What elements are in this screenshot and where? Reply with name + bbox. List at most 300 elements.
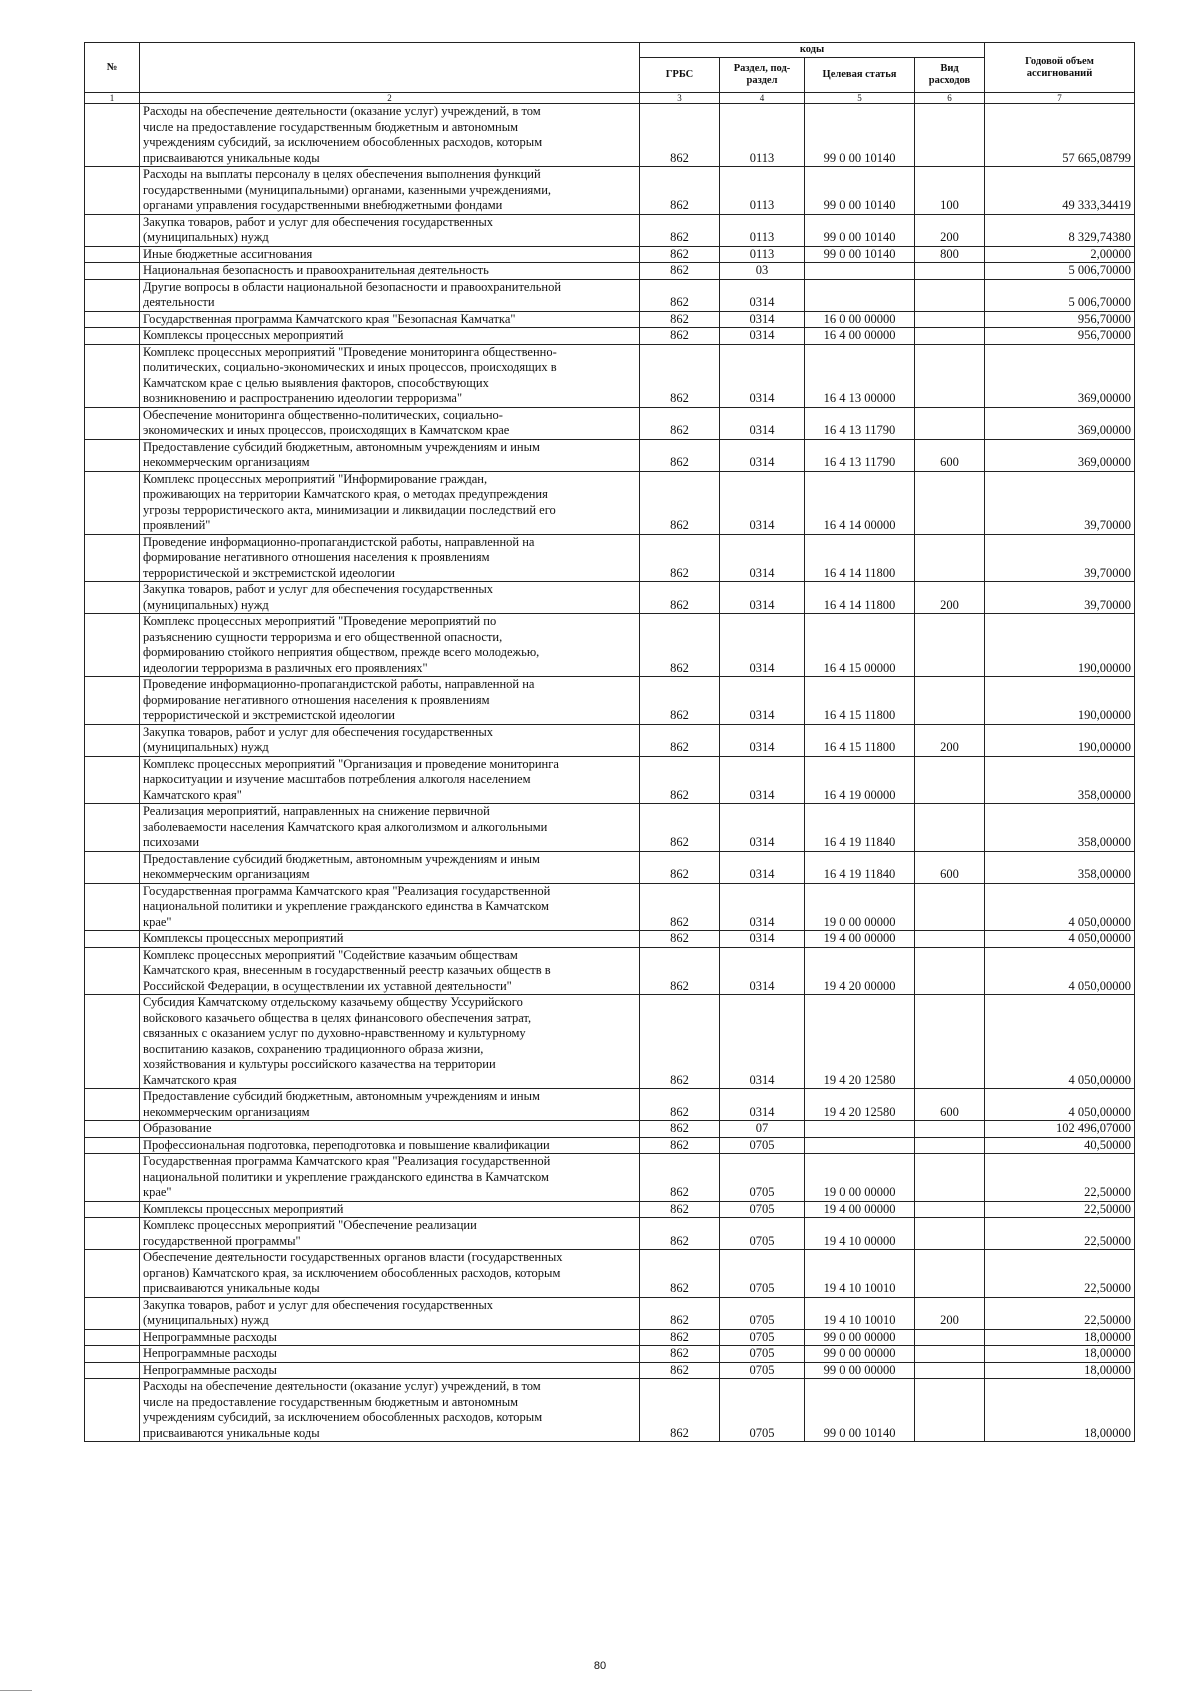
budget-sheet bbox=[84, 42, 1134, 1442]
row-grbs-cell: 862 bbox=[640, 1218, 720, 1250]
row-section-cell: 0314 bbox=[720, 471, 805, 534]
table-row bbox=[85, 311, 1135, 328]
row-amount-cell: 369,00000 bbox=[985, 407, 1135, 439]
row-number-cell bbox=[85, 995, 140, 1089]
header-grbs: ГРБС bbox=[640, 58, 720, 93]
table-row bbox=[85, 1379, 1135, 1442]
row-number-cell bbox=[85, 279, 140, 311]
header-name bbox=[140, 43, 640, 93]
table-row bbox=[85, 104, 1135, 167]
row-grbs-cell: 862 bbox=[640, 851, 720, 883]
row-name-cell: Комплекс процессных мероприятий "Организация и проведение мониторинга наркоситуации и изучение масштабов потребления алкоголя населением Камчатского края" bbox=[140, 756, 640, 804]
row-expense-type-cell bbox=[915, 756, 985, 804]
row-target-article-cell: 99 0 00 00000 bbox=[805, 1346, 915, 1363]
row-expense-type-cell bbox=[915, 1329, 985, 1346]
row-amount-cell: 5 006,70000 bbox=[985, 279, 1135, 311]
row-expense-type-cell bbox=[915, 263, 985, 280]
row-expense-type-cell: 600 bbox=[915, 1089, 985, 1121]
header-column-number: 6 bbox=[915, 93, 985, 104]
row-name-cell: Расходы на выплаты персоналу в целях обеспечения выполнения функций государственными (муниципальными) органами, казенными учреждениями, органами управления государственными внебюджетными фондами bbox=[140, 167, 640, 215]
table-row bbox=[85, 1250, 1135, 1298]
row-name-cell: Государственная программа Камчатского края "Безопасная Камчатка" bbox=[140, 311, 640, 328]
table-row bbox=[85, 995, 1135, 1089]
row-number-cell bbox=[85, 1362, 140, 1379]
row-expense-type-cell bbox=[915, 1201, 985, 1218]
row-grbs-cell: 862 bbox=[640, 931, 720, 948]
row-expense-type-cell bbox=[915, 1154, 985, 1202]
row-amount-cell: 18,00000 bbox=[985, 1346, 1135, 1363]
row-expense-type-cell bbox=[915, 1362, 985, 1379]
row-expense-type-cell bbox=[915, 947, 985, 995]
header-section: Раздел, под- раздел bbox=[720, 58, 805, 93]
row-target-article-cell bbox=[805, 1137, 915, 1154]
row-amount-cell: 358,00000 bbox=[985, 851, 1135, 883]
row-grbs-cell: 862 bbox=[640, 1379, 720, 1442]
header-annual-amount: Годовой объем ассигнований bbox=[985, 43, 1135, 93]
row-grbs-cell: 862 bbox=[640, 311, 720, 328]
table-row bbox=[85, 471, 1135, 534]
row-number-cell bbox=[85, 1121, 140, 1138]
row-number-cell bbox=[85, 214, 140, 246]
row-target-article-cell: 99 0 00 00000 bbox=[805, 1362, 915, 1379]
row-section-cell: 0705 bbox=[720, 1137, 805, 1154]
row-name-cell: Обеспечение мониторинга общественно-политических, социально- экономических и иных процессов, происходящих в Камчатском крае bbox=[140, 407, 640, 439]
row-section-cell: 0314 bbox=[720, 947, 805, 995]
row-amount-cell: 369,00000 bbox=[985, 439, 1135, 471]
row-amount-cell: 18,00000 bbox=[985, 1329, 1135, 1346]
row-amount-cell: 18,00000 bbox=[985, 1379, 1135, 1442]
table-row bbox=[85, 677, 1135, 725]
row-expense-type-cell: 200 bbox=[915, 724, 985, 756]
table-row bbox=[85, 167, 1135, 215]
row-number-cell bbox=[85, 883, 140, 931]
row-number-cell bbox=[85, 1137, 140, 1154]
row-expense-type-cell bbox=[915, 1218, 985, 1250]
row-amount-cell: 4 050,00000 bbox=[985, 931, 1135, 948]
row-target-article-cell: 19 4 10 00000 bbox=[805, 1218, 915, 1250]
row-section-cell: 07 bbox=[720, 1121, 805, 1138]
row-number-cell bbox=[85, 1379, 140, 1442]
row-number-cell bbox=[85, 724, 140, 756]
table-row bbox=[85, 1121, 1135, 1138]
row-expense-type-cell bbox=[915, 1379, 985, 1442]
row-grbs-cell: 862 bbox=[640, 167, 720, 215]
row-expense-type-cell: 200 bbox=[915, 1297, 985, 1329]
table-row bbox=[85, 1329, 1135, 1346]
row-target-article-cell: 99 0 00 10140 bbox=[805, 246, 915, 263]
row-target-article-cell: 99 0 00 00000 bbox=[805, 1329, 915, 1346]
table-row bbox=[85, 756, 1135, 804]
row-expense-type-cell bbox=[915, 1121, 985, 1138]
row-name-cell: Государственная программа Камчатского края "Реализация государственной национальной политики и укрепление гражданского единства в Камчатском крае" bbox=[140, 883, 640, 931]
row-name-cell: Предоставление субсидий бюджетным, автономным учреждениям и иным некоммерческим организациям bbox=[140, 1089, 640, 1121]
row-expense-type-cell: 600 bbox=[915, 439, 985, 471]
row-amount-cell: 18,00000 bbox=[985, 1362, 1135, 1379]
row-grbs-cell: 862 bbox=[640, 263, 720, 280]
row-amount-cell: 39,70000 bbox=[985, 471, 1135, 534]
row-grbs-cell: 862 bbox=[640, 1121, 720, 1138]
row-name-cell: Государственная программа Камчатского края "Реализация государственной национальной политики и укрепление гражданского единства в Камчатском крае" bbox=[140, 1154, 640, 1202]
row-name-cell: Реализация мероприятий, направленных на снижение первичной заболеваемости населения Камчатского края алкоголизмом и алкогольными психозами bbox=[140, 804, 640, 852]
row-grbs-cell: 862 bbox=[640, 1137, 720, 1154]
row-target-article-cell: 19 4 10 10010 bbox=[805, 1297, 915, 1329]
row-grbs-cell: 862 bbox=[640, 407, 720, 439]
row-grbs-cell: 862 bbox=[640, 1154, 720, 1202]
row-number-cell bbox=[85, 344, 140, 407]
row-grbs-cell: 862 bbox=[640, 104, 720, 167]
row-section-cell: 0314 bbox=[720, 311, 805, 328]
row-section-cell: 0705 bbox=[720, 1250, 805, 1298]
table-row bbox=[85, 328, 1135, 345]
row-amount-cell: 39,70000 bbox=[985, 582, 1135, 614]
row-number-cell bbox=[85, 407, 140, 439]
row-name-cell: Закупка товаров, работ и услуг для обеспечения государственных (муниципальных) нужд bbox=[140, 582, 640, 614]
header-column-numbers bbox=[85, 93, 1135, 104]
row-number-cell bbox=[85, 931, 140, 948]
row-expense-type-cell bbox=[915, 804, 985, 852]
row-number-cell bbox=[85, 311, 140, 328]
row-name-cell: Расходы на обеспечение деятельности (оказание услуг) учреждений, в том числе на предоставление государственным бюджетным и автономным учреждениям субсидий, за исключением обособленных расходов, которым присваиваются уникальные коды bbox=[140, 104, 640, 167]
table-row bbox=[85, 1297, 1135, 1329]
row-name-cell: Комплексы процессных мероприятий bbox=[140, 931, 640, 948]
row-expense-type-cell bbox=[915, 104, 985, 167]
row-section-cell: 0705 bbox=[720, 1379, 805, 1442]
table-row bbox=[85, 724, 1135, 756]
table-row bbox=[85, 214, 1135, 246]
row-grbs-cell: 862 bbox=[640, 344, 720, 407]
row-section-cell: 0113 bbox=[720, 104, 805, 167]
row-number-cell bbox=[85, 677, 140, 725]
row-section-cell: 0705 bbox=[720, 1362, 805, 1379]
row-expense-type-cell: 200 bbox=[915, 582, 985, 614]
row-expense-type-cell bbox=[915, 1346, 985, 1363]
header-column-number: 2 bbox=[140, 93, 640, 104]
row-name-cell: Другие вопросы в области национальной безопасности и правоохранительной деятельности bbox=[140, 279, 640, 311]
row-amount-cell: 190,00000 bbox=[985, 677, 1135, 725]
row-amount-cell: 4 050,00000 bbox=[985, 1089, 1135, 1121]
row-name-cell: Комплекс процессных мероприятий "Содействие казачьим обществам Камчатского края, внесенным в государственный реестр казачьих обществ в Российской Федерации, в осуществлении их уставной деятельности" bbox=[140, 947, 640, 995]
row-amount-cell: 2,00000 bbox=[985, 246, 1135, 263]
row-target-article-cell bbox=[805, 263, 915, 280]
header-codes-group: коды bbox=[640, 43, 985, 58]
row-name-cell: Комплексы процессных мероприятий bbox=[140, 1201, 640, 1218]
row-amount-cell: 57 665,08799 bbox=[985, 104, 1135, 167]
row-target-article-cell: 19 4 10 10010 bbox=[805, 1250, 915, 1298]
row-target-article-cell: 99 0 00 10140 bbox=[805, 214, 915, 246]
row-section-cell: 0113 bbox=[720, 214, 805, 246]
row-target-article-cell: 16 4 00 00000 bbox=[805, 328, 915, 345]
row-target-article-cell: 19 4 00 00000 bbox=[805, 1201, 915, 1218]
row-grbs-cell: 862 bbox=[640, 1346, 720, 1363]
row-amount-cell: 4 050,00000 bbox=[985, 883, 1135, 931]
row-expense-type-cell bbox=[915, 1137, 985, 1154]
row-expense-type-cell: 200 bbox=[915, 214, 985, 246]
row-number-cell bbox=[85, 947, 140, 995]
row-expense-type-cell bbox=[915, 534, 985, 582]
row-target-article-cell: 16 0 00 00000 bbox=[805, 311, 915, 328]
row-grbs-cell: 862 bbox=[640, 614, 720, 677]
row-number-cell bbox=[85, 167, 140, 215]
row-expense-type-cell bbox=[915, 344, 985, 407]
row-section-cell: 0314 bbox=[720, 724, 805, 756]
table-row bbox=[85, 1201, 1135, 1218]
row-target-article-cell: 16 4 14 00000 bbox=[805, 471, 915, 534]
row-grbs-cell: 862 bbox=[640, 1201, 720, 1218]
row-number-cell bbox=[85, 582, 140, 614]
row-grbs-cell: 862 bbox=[640, 214, 720, 246]
row-grbs-cell: 862 bbox=[640, 724, 720, 756]
row-grbs-cell: 862 bbox=[640, 804, 720, 852]
row-grbs-cell: 862 bbox=[640, 883, 720, 931]
row-section-cell: 0314 bbox=[720, 851, 805, 883]
row-name-cell: Комплекс процессных мероприятий "Обеспечение реализации государственной программы" bbox=[140, 1218, 640, 1250]
table-row bbox=[85, 931, 1135, 948]
row-grbs-cell: 862 bbox=[640, 677, 720, 725]
row-target-article-cell: 16 4 19 00000 bbox=[805, 756, 915, 804]
row-number-cell bbox=[85, 534, 140, 582]
row-name-cell: Проведение информационно-пропагандистской работы, направленной на формирование негативного отношения населения к проявлениям террористической и экстремистской идеологии bbox=[140, 677, 640, 725]
row-target-article-cell: 19 4 20 12580 bbox=[805, 1089, 915, 1121]
table-body bbox=[85, 104, 1135, 1442]
page-number: 80 bbox=[593, 1660, 607, 1672]
row-grbs-cell: 862 bbox=[640, 439, 720, 471]
row-section-cell: 0314 bbox=[720, 582, 805, 614]
row-number-cell bbox=[85, 804, 140, 852]
header-column-number: 1 bbox=[85, 93, 140, 104]
row-number-cell bbox=[85, 1089, 140, 1121]
header-column-number: 3 bbox=[640, 93, 720, 104]
row-grbs-cell: 862 bbox=[640, 1089, 720, 1121]
row-name-cell: Непрограммные расходы bbox=[140, 1362, 640, 1379]
row-expense-type-cell bbox=[915, 328, 985, 345]
row-number-cell bbox=[85, 1154, 140, 1202]
row-number-cell bbox=[85, 104, 140, 167]
row-section-cell: 0314 bbox=[720, 344, 805, 407]
row-section-cell: 0314 bbox=[720, 995, 805, 1089]
table-row bbox=[85, 263, 1135, 280]
row-name-cell: Непрограммные расходы bbox=[140, 1346, 640, 1363]
row-section-cell: 0705 bbox=[720, 1297, 805, 1329]
budget-table bbox=[84, 42, 1135, 1442]
row-name-cell: Расходы на обеспечение деятельности (оказание услуг) учреждений, в том числе на предоставление государственным бюджетным и автономным учреждениям субсидий, за исключением обособленных расходов, которым присваиваются уникальные коды bbox=[140, 1379, 640, 1442]
table-row bbox=[85, 407, 1135, 439]
row-target-article-cell: 16 4 13 11790 bbox=[805, 407, 915, 439]
row-expense-type-cell bbox=[915, 883, 985, 931]
row-name-cell: Закупка товаров, работ и услуг для обеспечения государственных (муниципальных) нужд bbox=[140, 214, 640, 246]
row-section-cell: 0113 bbox=[720, 246, 805, 263]
row-expense-type-cell bbox=[915, 931, 985, 948]
header-expense-type: Вид расходов bbox=[915, 58, 985, 93]
row-amount-cell: 358,00000 bbox=[985, 756, 1135, 804]
row-amount-cell: 956,70000 bbox=[985, 328, 1135, 345]
row-name-cell: Комплексы процессных мероприятий bbox=[140, 328, 640, 345]
row-section-cell: 0705 bbox=[720, 1154, 805, 1202]
row-name-cell: Комплекс процессных мероприятий "Проведение мероприятий по разъяснению сущности терроризма и его общественной опасности, формированию стойкого неприятия обществом, прежде всего молодежью, идеологии терроризма в различных его проявлениях" bbox=[140, 614, 640, 677]
row-name-cell: Закупка товаров, работ и услуг для обеспечения государственных (муниципальных) нужд bbox=[140, 724, 640, 756]
row-expense-type-cell bbox=[915, 471, 985, 534]
row-amount-cell: 102 496,07000 bbox=[985, 1121, 1135, 1138]
row-number-cell bbox=[85, 614, 140, 677]
row-grbs-cell: 862 bbox=[640, 756, 720, 804]
row-amount-cell: 22,50000 bbox=[985, 1218, 1135, 1250]
row-expense-type-cell bbox=[915, 677, 985, 725]
row-number-cell bbox=[85, 328, 140, 345]
row-target-article-cell: 19 0 00 00000 bbox=[805, 1154, 915, 1202]
row-number-cell bbox=[85, 1297, 140, 1329]
row-amount-cell: 190,00000 bbox=[985, 724, 1135, 756]
row-amount-cell: 22,50000 bbox=[985, 1201, 1135, 1218]
header-column-number: 4 bbox=[720, 93, 805, 104]
table-row bbox=[85, 947, 1135, 995]
table-row bbox=[85, 1089, 1135, 1121]
row-name-cell: Комплекс процессных мероприятий "Проведение мониторинга общественно- политических, социально-экономических и иных процессов, происходящих в Камчатском крае с целью выявления факторов, способствующих возникновению и распространению идеологии терроризма" bbox=[140, 344, 640, 407]
row-amount-cell: 49 333,34419 bbox=[985, 167, 1135, 215]
row-grbs-cell: 862 bbox=[640, 534, 720, 582]
row-number-cell bbox=[85, 246, 140, 263]
row-grbs-cell: 862 bbox=[640, 582, 720, 614]
row-name-cell: Обеспечение деятельности государственных органов власти (государственных органов) Камчатского края, за исключением обособленных расходов, которым присваиваются уникальные коды bbox=[140, 1250, 640, 1298]
row-target-article-cell: 19 4 00 00000 bbox=[805, 931, 915, 948]
row-name-cell: Профессиональная подготовка, переподготовка и повышение квалификации bbox=[140, 1137, 640, 1154]
row-target-article-cell: 16 4 19 11840 bbox=[805, 851, 915, 883]
row-number-cell bbox=[85, 756, 140, 804]
row-grbs-cell: 862 bbox=[640, 246, 720, 263]
header-number: № bbox=[85, 43, 140, 93]
row-grbs-cell: 862 bbox=[640, 279, 720, 311]
row-number-cell bbox=[85, 1250, 140, 1298]
row-target-article-cell: 16 4 13 00000 bbox=[805, 344, 915, 407]
row-amount-cell: 5 006,70000 bbox=[985, 263, 1135, 280]
row-name-cell: Предоставление субсидий бюджетным, автономным учреждениям и иным некоммерческим организациям bbox=[140, 439, 640, 471]
row-target-article-cell: 16 4 14 11800 bbox=[805, 582, 915, 614]
row-expense-type-cell: 800 bbox=[915, 246, 985, 263]
row-section-cell: 0314 bbox=[720, 931, 805, 948]
row-section-cell: 0314 bbox=[720, 328, 805, 345]
row-section-cell: 03 bbox=[720, 263, 805, 280]
row-section-cell: 0314 bbox=[720, 614, 805, 677]
table-row bbox=[85, 439, 1135, 471]
row-expense-type-cell bbox=[915, 311, 985, 328]
row-grbs-cell: 862 bbox=[640, 947, 720, 995]
row-section-cell: 0314 bbox=[720, 804, 805, 852]
row-grbs-cell: 862 bbox=[640, 1329, 720, 1346]
row-target-article-cell: 16 4 15 00000 bbox=[805, 614, 915, 677]
table-row bbox=[85, 344, 1135, 407]
table-row bbox=[85, 1154, 1135, 1202]
row-target-article-cell: 19 4 20 00000 bbox=[805, 947, 915, 995]
row-amount-cell: 190,00000 bbox=[985, 614, 1135, 677]
row-amount-cell: 956,70000 bbox=[985, 311, 1135, 328]
row-number-cell bbox=[85, 1201, 140, 1218]
row-grbs-cell: 862 bbox=[640, 995, 720, 1089]
table-row bbox=[85, 246, 1135, 263]
row-target-article-cell: 99 0 00 10140 bbox=[805, 104, 915, 167]
row-target-article-cell: 16 4 19 11840 bbox=[805, 804, 915, 852]
row-name-cell: Непрограммные расходы bbox=[140, 1329, 640, 1346]
row-section-cell: 0113 bbox=[720, 167, 805, 215]
row-amount-cell: 39,70000 bbox=[985, 534, 1135, 582]
row-target-article-cell: 16 4 13 11790 bbox=[805, 439, 915, 471]
table-row bbox=[85, 614, 1135, 677]
row-grbs-cell: 862 bbox=[640, 328, 720, 345]
row-amount-cell: 22,50000 bbox=[985, 1297, 1135, 1329]
header-column-number: 7 bbox=[985, 93, 1135, 104]
row-grbs-cell: 862 bbox=[640, 1250, 720, 1298]
header-target-article: Целевая статья bbox=[805, 58, 915, 93]
row-target-article-cell: 19 4 20 12580 bbox=[805, 995, 915, 1089]
table-row bbox=[85, 804, 1135, 852]
row-number-cell bbox=[85, 1329, 140, 1346]
table-row bbox=[85, 1346, 1135, 1363]
row-name-cell: Образование bbox=[140, 1121, 640, 1138]
row-expense-type-cell bbox=[915, 614, 985, 677]
row-section-cell: 0314 bbox=[720, 883, 805, 931]
table-row bbox=[85, 851, 1135, 883]
header-column-number: 5 bbox=[805, 93, 915, 104]
row-amount-cell: 358,00000 bbox=[985, 804, 1135, 852]
row-number-cell bbox=[85, 1346, 140, 1363]
row-target-article-cell bbox=[805, 1121, 915, 1138]
row-target-article-cell: 16 4 15 11800 bbox=[805, 724, 915, 756]
row-amount-cell: 369,00000 bbox=[985, 344, 1135, 407]
row-expense-type-cell bbox=[915, 279, 985, 311]
table-row bbox=[85, 883, 1135, 931]
scan-edge-mark bbox=[0, 1690, 32, 1691]
row-target-article-cell: 16 4 15 11800 bbox=[805, 677, 915, 725]
row-target-article-cell: 99 0 00 10140 bbox=[805, 1379, 915, 1442]
row-name-cell: Субсидия Камчатскому отдельскому казачьему обществу Уссурийского войскового казачьего общества в целях финансового обеспечения затрат, связанных с оказанием услуг по духовно-нравственному и культурному воспитанию казаков, сохранению традиционного образа жизни, хозяйствования и культуры российского казачества на территории Камчатского края bbox=[140, 995, 640, 1089]
row-section-cell: 0705 bbox=[720, 1218, 805, 1250]
row-grbs-cell: 862 bbox=[640, 1297, 720, 1329]
table-row bbox=[85, 1362, 1135, 1379]
row-target-article-cell: 99 0 00 10140 bbox=[805, 167, 915, 215]
row-name-cell: Национальная безопасность и правоохранительная деятельность bbox=[140, 263, 640, 280]
row-number-cell bbox=[85, 471, 140, 534]
row-expense-type-cell: 600 bbox=[915, 851, 985, 883]
row-number-cell bbox=[85, 263, 140, 280]
row-section-cell: 0314 bbox=[720, 534, 805, 582]
row-amount-cell: 22,50000 bbox=[985, 1154, 1135, 1202]
row-name-cell: Проведение информационно-пропагандистской работы, направленной на формирование негативного отношения населения к проявлениям террористической и экстремистской идеологии bbox=[140, 534, 640, 582]
row-section-cell: 0314 bbox=[720, 677, 805, 725]
row-section-cell: 0314 bbox=[720, 1089, 805, 1121]
row-section-cell: 0705 bbox=[720, 1329, 805, 1346]
row-expense-type-cell: 100 bbox=[915, 167, 985, 215]
row-amount-cell: 40,50000 bbox=[985, 1137, 1135, 1154]
row-section-cell: 0705 bbox=[720, 1346, 805, 1363]
table-row bbox=[85, 279, 1135, 311]
table-row bbox=[85, 534, 1135, 582]
row-grbs-cell: 862 bbox=[640, 1362, 720, 1379]
table-row bbox=[85, 1218, 1135, 1250]
row-section-cell: 0314 bbox=[720, 439, 805, 471]
row-amount-cell: 4 050,00000 bbox=[985, 995, 1135, 1089]
row-section-cell: 0314 bbox=[720, 279, 805, 311]
row-section-cell: 0705 bbox=[720, 1201, 805, 1218]
row-name-cell: Закупка товаров, работ и услуг для обеспечения государственных (муниципальных) нужд bbox=[140, 1297, 640, 1329]
row-name-cell: Предоставление субсидий бюджетным, автономным учреждениям и иным некоммерческим организациям bbox=[140, 851, 640, 883]
row-section-cell: 0314 bbox=[720, 756, 805, 804]
row-target-article-cell bbox=[805, 279, 915, 311]
row-number-cell bbox=[85, 851, 140, 883]
row-expense-type-cell bbox=[915, 995, 985, 1089]
row-number-cell bbox=[85, 1218, 140, 1250]
row-expense-type-cell bbox=[915, 407, 985, 439]
row-expense-type-cell bbox=[915, 1250, 985, 1298]
row-section-cell: 0314 bbox=[720, 407, 805, 439]
row-amount-cell: 4 050,00000 bbox=[985, 947, 1135, 995]
row-number-cell bbox=[85, 439, 140, 471]
